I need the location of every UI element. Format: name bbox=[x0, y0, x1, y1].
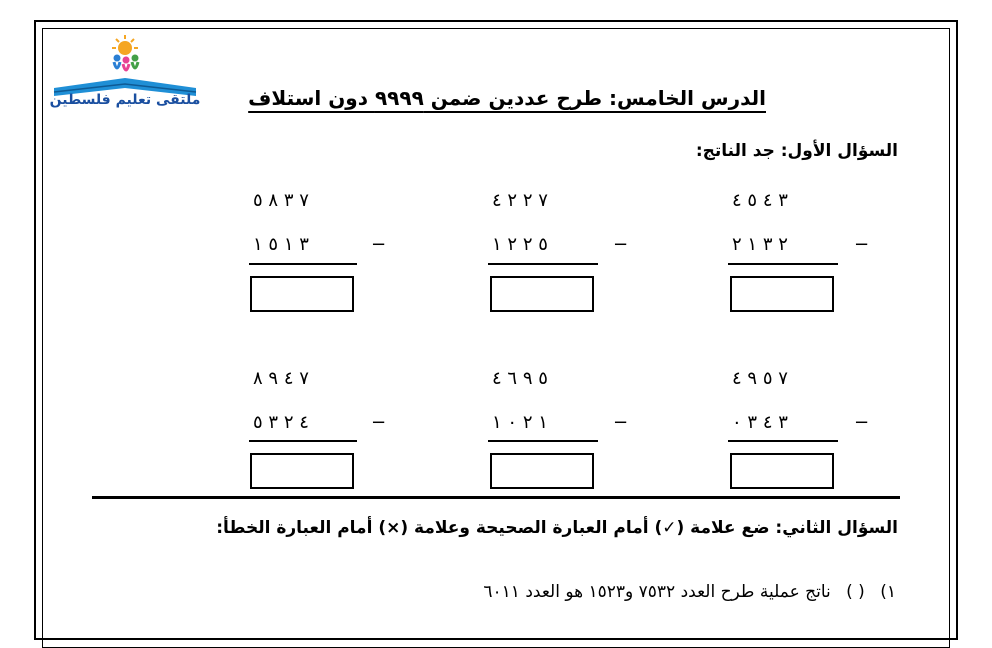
problem-1-answer-box[interactable] bbox=[250, 276, 354, 312]
problem-5-line bbox=[488, 440, 598, 442]
problem-2-bottom: ٥ ٢ ٢ ١ bbox=[492, 234, 548, 255]
problem-3-bottom: ٢ ٣ ١ ٢ bbox=[732, 234, 788, 255]
sun-icon bbox=[112, 35, 138, 55]
problem-5-top: ٥ ٩ ٦ ٤ bbox=[492, 368, 548, 389]
statement-1-answer-blank[interactable]: ( ) bbox=[846, 582, 865, 602]
problem-4-answer-box[interactable] bbox=[250, 453, 354, 489]
problem-6-line bbox=[728, 440, 838, 442]
problem-2-answer-box[interactable] bbox=[490, 276, 594, 312]
problem-5-bottom: ١ ٢ ٠ ١ bbox=[492, 412, 548, 433]
problem-5-minus: − bbox=[613, 412, 629, 433]
problem-1-top: ٧ ٣ ٨ ٥ bbox=[253, 190, 309, 211]
problem-6-bottom: ٣ ٤ ٣ ٠ bbox=[732, 412, 788, 433]
problem-4-line bbox=[249, 440, 357, 442]
problem-4-top: ٧ ٤ ٩ ٨ bbox=[253, 368, 309, 389]
problem-1-minus: − bbox=[371, 234, 387, 255]
problem-1-line bbox=[249, 263, 357, 265]
statement-1-text: ناتج عملية طرح العدد ٧٥٣٢ و١٥٢٣ هو العدد ٦٠١١ bbox=[483, 582, 831, 602]
statement-1-number: ١) bbox=[880, 582, 896, 602]
problem-3-line bbox=[728, 263, 838, 265]
problem-4-bottom: ٤ ٢ ٣ ٥ bbox=[253, 412, 309, 433]
problem-3-top: ٣ ٤ ٥ ٤ bbox=[732, 190, 788, 211]
page-border-inner bbox=[42, 28, 950, 648]
statement-1 bbox=[483, 582, 896, 602]
problem-1-bottom: ٣ ١ ٥ ١ bbox=[253, 234, 309, 255]
problem-5-answer-box[interactable] bbox=[490, 453, 594, 489]
problem-2-line bbox=[488, 263, 598, 265]
section-divider bbox=[92, 496, 900, 499]
problem-3-answer-box[interactable] bbox=[730, 276, 834, 312]
people-figures-icon bbox=[114, 55, 139, 71]
problem-6-top: ٧ ٥ ٩ ٤ bbox=[732, 368, 788, 389]
problem-6-minus: − bbox=[854, 412, 870, 433]
problem-4-minus: − bbox=[371, 412, 387, 433]
question-1-heading: السؤال الأول: جد الناتج: bbox=[695, 141, 898, 161]
lesson-title: الدرس الخامس: طرح عددين ضمن ٩٩٩٩ دون استلاف bbox=[248, 86, 766, 110]
problem-2-minus: − bbox=[613, 234, 629, 255]
question-2-heading: السؤال الثاني: ضع علامة (✓) أمام العبارة الصحيحة وعلامة (×) أمام العبارة الخطأ: bbox=[216, 518, 898, 538]
problem-3-minus: − bbox=[854, 234, 870, 255]
problem-2-top: ٧ ٢ ٢ ٤ bbox=[492, 190, 548, 211]
problem-6-answer-box[interactable] bbox=[730, 453, 834, 489]
logo-caption: ملتقى تعليم فلسطين bbox=[49, 92, 201, 108]
